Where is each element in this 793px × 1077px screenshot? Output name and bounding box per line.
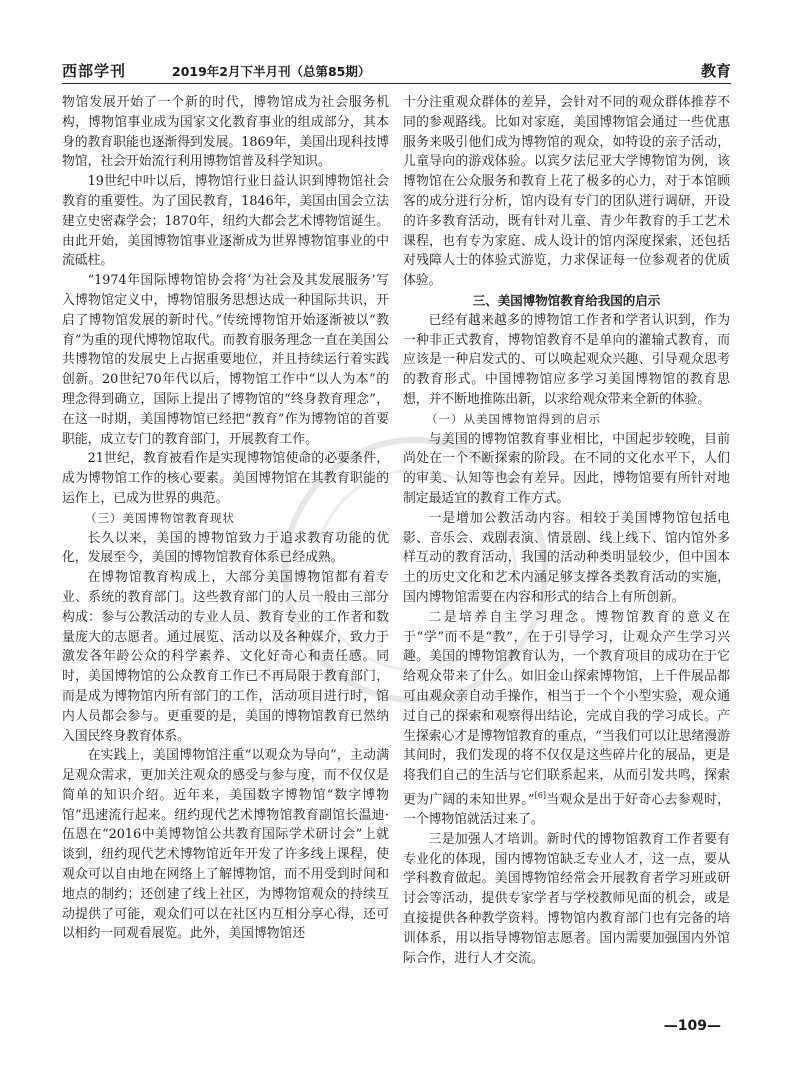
paragraph: 三是加强人才培训。新时代的博物馆教育工作者要有专业化的体现，国内博物馆缺乏专业人才，这一点，要从学科教育做起。美国博物馆经常会开展教育者学习班或研讨会等活动，提供专家学者与学校教师见面的机会，或是直接提供各种教学资料。博物馆内教育部门也有完备的培训体系，用以指导博物馆志愿者。国内需要加强国内外馆际合作，进行人才交流。 [403,831,730,966]
paragraph-continued: 十分注重观众群体的差异，会针对不同的观众群体推荐不同的参观路线。比如对家庭，美国博物馆会通过一些优惠服务来吸引他们成为博物馆的观众，如特设的亲子活动，儿童导向的游戏体验。以宾夕法尼亚大学博物馆为例，该博物馆在公众服务和教育上花了极多的心力，对于本馆顾客的成分进行分析，馆内设有专门的团队进行调研，开设的许多教育活动，既有针对儿童、青少年教育的手工艺术课程，也有专为家庭、成人设计的馆内深度探索，还包括对残障人士的体验式游览，力求保证每一位参观者的优质体验。 [403,95,730,289]
paragraph: 一是增加公教活动内容。相较于美国博物馆包括电影、音乐会、戏剧表演、情景剧、线上线下、馆内馆外多样互动的教育活动，我国的活动种类明显较少，但中国本土的历史文化和艺术内涵足够支撑各类教育活动的实施，国内博物馆需要在内容和形式的结合上有所创新。 [403,510,730,605]
right-column [403,93,730,968]
paragraph [403,608,730,830]
paragraph: 在实践上，美国博物馆注重“以观众为导向”，主动满足观众需求，更加关注观众的感受与参与度，而不仅仅是简单的知识介绍。近年来，美国数字博物馆“数字博物馆”迅速流行起来。纽约现代艺术博物馆教育副馆长温迪·伍恩在“2016中美博物馆公共教育国际学术研讨会”上就谈到，纽约现代艺术博物馆近年开发了许多线上课程，使观众可以自由地在网络上了解博物馆，而不用受到时间和地点的制约；还创建了线上社区，为博物馆观众的持续互动提供了可能，观众们可以在社区内互相分享心得，还可以相约一同观看展览。此外，美国博物馆还 [62,748,389,942]
paragraph: 长久以来，美国的博物馆致力于追求教育功能的优化，发展至今，美国的博物馆教育体系已经成熟。 [62,530,389,566]
subsection-heading: （三）美国博物馆教育现状 [85,510,235,525]
left-column [62,93,389,944]
paragraph: 19世纪中叶以后，博物馆行业日益认识到博物馆社会教育的重要性。为了国民教育，1846年，美国由国会立法建立史密森学会；1870年，纽约大都会艺术博物馆诞生。由此开始，美国博物馆事业逐渐成为世界博物馆事业的中流砥柱。 [62,174,389,269]
paragraph: 21世纪，教育被看作是实现博物馆使命的必要条件，成为博物馆工作的核心要素。美国博物馆在其教育职能的运作上，已成为世界的典范。 [62,451,389,506]
paragraph: 与美国的博物馆教育事业相比，中国起步较晚，目前尚处在一个不断探索的阶段。在不同的文化水平下，人们的审美、认知等也会有差异。因此，博物馆要有所针对地制定最适宜的教育工作方式。 [403,431,730,506]
section-heading: 三、美国博物馆教育给我国的启示 [472,292,661,308]
issue-info: 2019年2月下半月刊（总第85期） [172,64,371,79]
paragraph: 在博物馆教育构成上，大部分美国博物馆都有着专业、系统的教育部门。这些教育部门的人员一般由三部分构成：参与公教活动的专业人员、教育专业的工作者和数量庞大的志愿者。通过展览、活动以及各种媒介，致力于激发各年龄公众的科学素养、文化好奇心和责任感。同时，美国博物馆的公众教育工作已不再局限于教育部门，而是成为博物馆内所有部门的工作，活动项目进行时，馆内人员都会参与。更重要的是，美国的博物馆教育已然纳入国民终身教育体系。 [62,570,389,744]
paragraph-text: 二是培养自主学习理念。博物馆教育的意义在于“学”而不是“教”，在于引导学习，让观众产生学习兴趣。美国的博物馆教育认为，一个教育项目的成功在于它给观众带来了什么。如旧金山探索博物馆，上千件展品都可由观众亲自动手操作，相当于一个个小型实验，观众通过自己的探索和观察得出结论，完成自我的学习成长。产生探索心才是博物馆教育的重点，“当我们可以让思绪漫游其间时，我们发现的将不仅仅是这些碎片化的展品，更是将我们自己的生活与它们联系起来，从而引发共鸣，探索更为广阔的未知世界。” [403,609,730,808]
paragraph: 已经有越来越多的博物馆工作者和学者认识到，作为一种非正式教育，博物馆教育不是单向的灌输式教育，而应该是一种启发式的、可以唤起观众兴趣、引导观众思考的教育形式。中国博物馆应多学习美国博物馆的教育思想，并不断地推陈出新，以求给观众带来全新的体验。 [403,312,730,407]
page-header [62,60,731,82]
paragraph-text: 当观众是出于好奇心去参观时，一个博物馆就活过来了。 [403,792,730,827]
journal-name: 西部学刊 [62,62,127,80]
page-number: —109— [663,1018,721,1034]
citation-marker: [6] [534,790,546,800]
paragraph: “1974年国际博物馆协会将‘为社会及其发展服务’写入博物馆定义中，博物馆服务思想达成一种国际共识，开启了博物馆发展的新时代。”传统博物馆开始逐渐被以“教育”为重的现代博物馆取代。而教育服务理念一直在美国公共博物馆的发展史上占据重要地位，并且持续运行着实践创新。20世纪70年代以后，博物馆工作中“以人为本”的理念得到确立，国际上提出了博物馆的“终身教育理念”，在这一时期，美国博物馆已经把“教育”作为博物馆的首要职能，成立专门的教育部门，开展教育工作。 [62,273,389,447]
header-rule [62,83,731,84]
section-label: 教育 [700,62,731,80]
subsection-heading: （一）从美国博物馆得到的启示 [426,411,601,426]
paragraph-continued: 物馆发展开始了一个新的时代，博物馆成为社会服务机构，博物馆事业成为国家文化教育事业的组成部分，其本身的教育职能也逐渐得到发展。1869年，美国出现科技博物馆，社会开始流行利用博物馆普及科学知识。 [62,95,389,170]
